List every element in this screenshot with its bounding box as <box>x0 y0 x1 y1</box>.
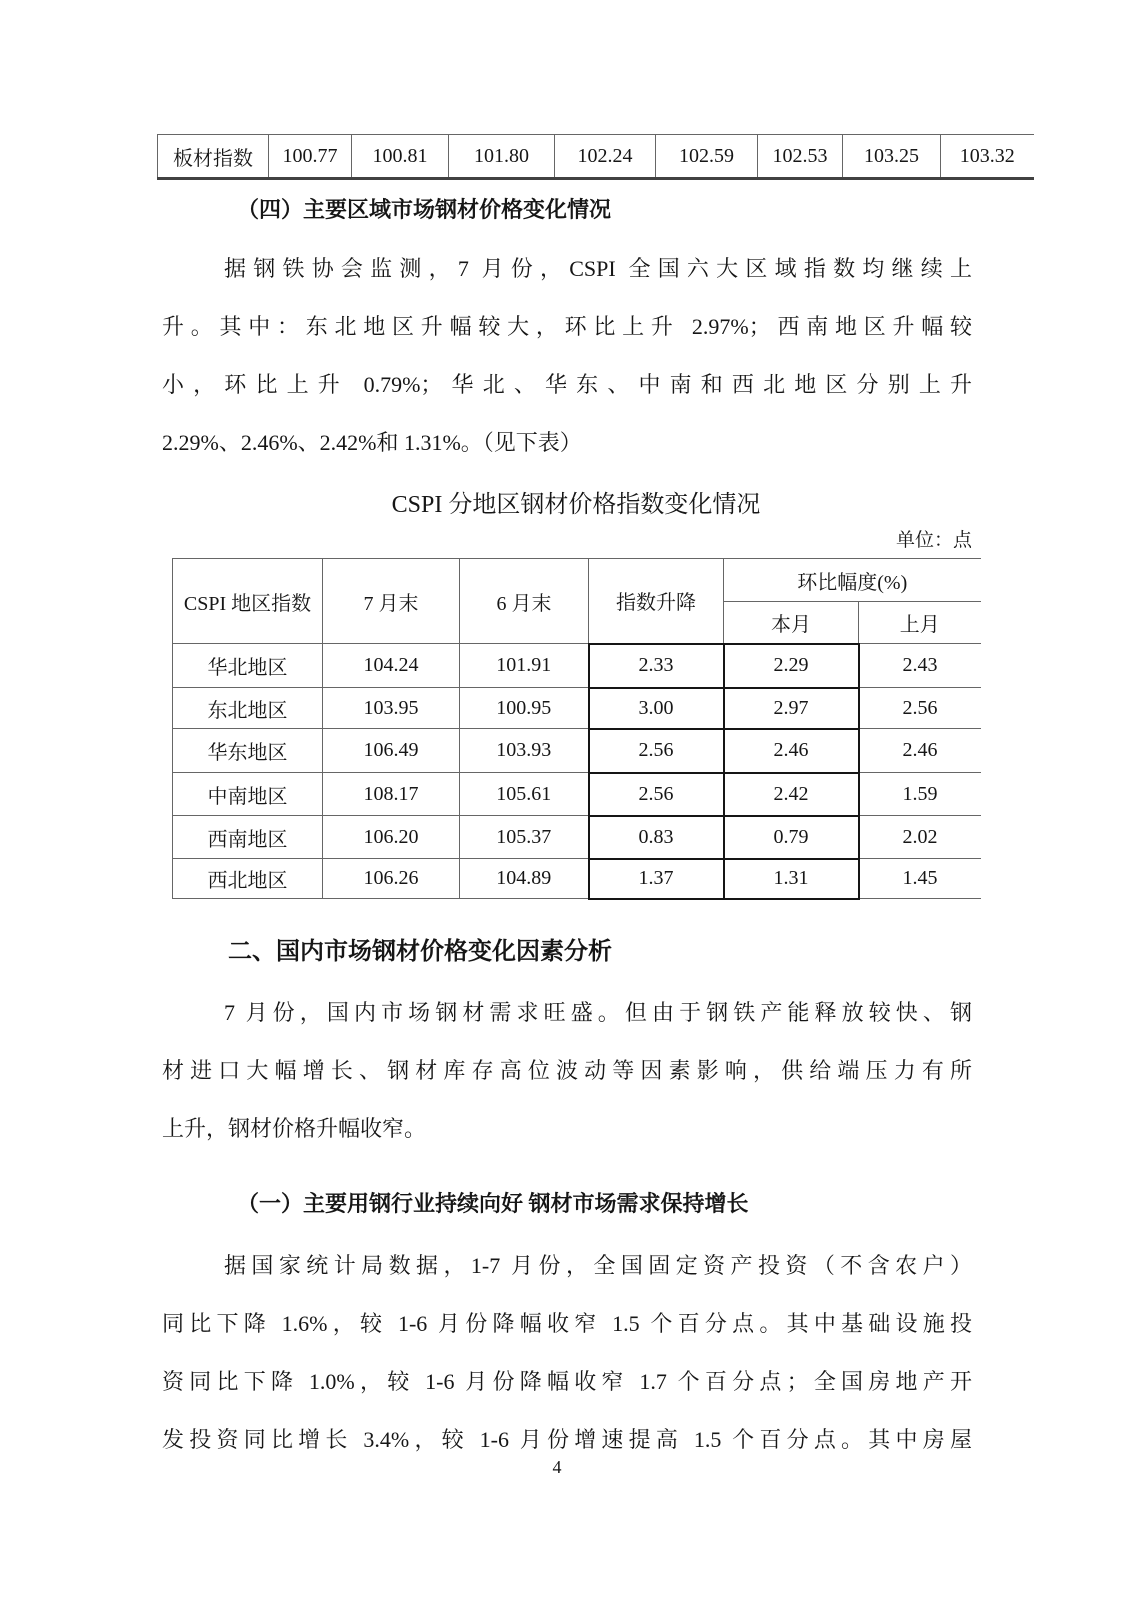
table-row <box>173 859 981 899</box>
region-cell: 东北地区 <box>173 688 323 729</box>
region-cell: 华北地区 <box>173 644 323 688</box>
value-cell: 2.56 <box>859 688 981 729</box>
value-cell: 2.43 <box>859 644 981 688</box>
paragraph-line: 据钢铁协会监测，7 月份，CSPI 全国六大区域指数均继续上 <box>224 256 972 281</box>
value-cell: 3.00 <box>589 688 724 729</box>
value-cell: 103.32 <box>941 135 1034 179</box>
paragraph-region-prices <box>162 240 972 472</box>
value-cell: 2.02 <box>859 816 981 859</box>
value-cell: 102.59 <box>656 135 758 179</box>
value-cell: 105.37 <box>460 816 589 859</box>
value-cell: 1.45 <box>859 859 981 899</box>
table-row <box>173 816 981 859</box>
section-heading-4: （四）主要区域市场钢材价格变化情况 <box>237 197 612 222</box>
header-cell: 指数升降 <box>589 559 724 644</box>
paragraph-line: 同比下降 1.6%，较 1-6 月份降幅收窄 1.5 个百分点。其中基础设施投 <box>162 1311 972 1336</box>
paragraph-line: 资同比下降 1.0%，较 1-6 月份降幅收窄 1.7 个百分点；全国房地产开 <box>162 1369 972 1394</box>
value-cell: 103.93 <box>460 729 589 773</box>
table-unit-label: 单位：点 <box>895 530 972 551</box>
paragraph-line: 上升，钢材价格升幅收窄。 <box>162 1116 427 1141</box>
table-header-row <box>173 559 981 602</box>
value-cell: 2.29 <box>724 644 859 688</box>
header-cell: 7 月末 <box>323 559 460 644</box>
page-number: 4 <box>552 1457 562 1477</box>
value-cell: 106.49 <box>323 729 460 773</box>
paragraph-line: 据国家统计局数据，1-7 月份，全国固定资产投资（不含农户） <box>224 1253 972 1278</box>
value-cell: 100.81 <box>352 135 449 179</box>
value-cell: 2.46 <box>724 729 859 773</box>
header-cell: 上月 <box>859 602 981 644</box>
header-group-cell: 环比幅度(%) <box>724 559 981 602</box>
region-cell: 华东地区 <box>173 729 323 773</box>
table-row <box>173 729 981 773</box>
row-label-cell: 板材指数 <box>158 135 269 179</box>
value-cell: 100.95 <box>460 688 589 729</box>
value-cell: 1.37 <box>589 859 724 899</box>
header-cell: 6 月末 <box>460 559 589 644</box>
value-cell: 101.80 <box>449 135 555 179</box>
value-cell: 105.61 <box>460 773 589 816</box>
value-cell: 102.24 <box>555 135 656 179</box>
table-row <box>173 644 981 688</box>
region-cell: 西南地区 <box>173 816 323 859</box>
value-cell: 2.42 <box>724 773 859 816</box>
paragraph-line: 升。其中：东北地区升幅较大，环比上升 2.97%；西南地区升幅较 <box>162 314 972 339</box>
value-cell: 2.46 <box>859 729 981 773</box>
value-cell: 102.53 <box>758 135 843 179</box>
value-cell: 1.59 <box>859 773 981 816</box>
paragraph-demand <box>162 1237 972 1469</box>
value-cell: 104.89 <box>460 859 589 899</box>
table-title: CSPI 分地区钢材价格指数变化情况 <box>391 492 761 518</box>
sheet-index-table <box>157 134 1034 180</box>
value-cell: 2.56 <box>589 729 724 773</box>
table-row <box>158 135 1034 179</box>
table-row <box>173 688 981 729</box>
value-cell: 0.83 <box>589 816 724 859</box>
value-cell: 108.17 <box>323 773 460 816</box>
section-heading-2-1: （一）主要用钢行业持续向好 钢材市场需求保持增长 <box>237 1191 749 1216</box>
value-cell: 2.97 <box>724 688 859 729</box>
value-cell: 106.26 <box>323 859 460 899</box>
value-cell: 0.79 <box>724 816 859 859</box>
header-cell: 本月 <box>724 602 859 644</box>
value-cell: 1.31 <box>724 859 859 899</box>
paragraph-line: 7 月份，国内市场钢材需求旺盛。但由于钢铁产能释放较快、钢 <box>224 1000 972 1025</box>
paragraph-line: 材进口大幅增长、钢材库存高位波动等因素影响，供给端压力有所 <box>162 1058 972 1083</box>
paragraph-line: 发投资同比增长 3.4%，较 1-6 月份增速提高 1.5 个百分点。其中房屋 <box>162 1427 972 1452</box>
region-cell: 西北地区 <box>173 859 323 899</box>
cspi-region-table <box>172 558 981 900</box>
paragraph-factors <box>162 984 972 1158</box>
header-cell: CSPI 地区指数 <box>173 559 323 644</box>
value-cell: 106.20 <box>323 816 460 859</box>
table-row <box>173 773 981 816</box>
value-cell: 104.24 <box>323 644 460 688</box>
value-cell: 103.95 <box>323 688 460 729</box>
region-cell: 中南地区 <box>173 773 323 816</box>
paragraph-line: 2.29%、2.46%、2.42%和 1.31%。（见下表） <box>162 430 582 455</box>
value-cell: 2.33 <box>589 644 724 688</box>
paragraph-line: 小，环比上升 0.79%；华北、华东、中南和西北地区分别上升 <box>162 372 972 397</box>
value-cell: 103.25 <box>843 135 941 179</box>
value-cell: 101.91 <box>460 644 589 688</box>
section-heading-2: 二、国内市场钢材价格变化因素分析 <box>228 938 612 965</box>
value-cell: 100.77 <box>269 135 352 179</box>
value-cell: 2.56 <box>589 773 724 816</box>
